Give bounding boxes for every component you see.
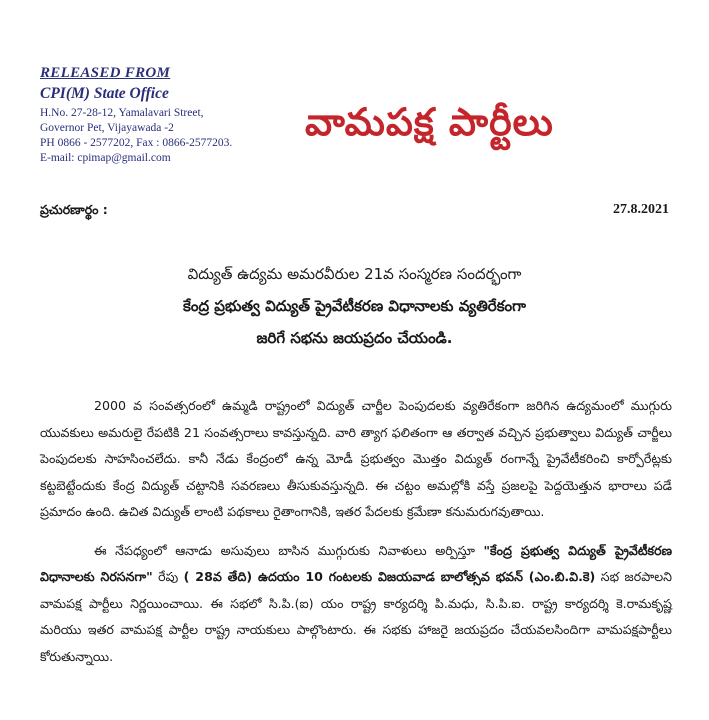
- body-text: [40, 393, 672, 670]
- for-publication-label: ప్రచురణార్థం :: [40, 202, 108, 217]
- office-name: CPI(M) State Office: [40, 85, 169, 102]
- paragraph-2-rest: సభ జరపాలని వామపక్ష పార్టీలు నిర్ణయించాయి. ఈ సభలో సి.పి.(ఐ) యం రాష్ట్ర కార్యదర్శి పి.మధు, సి.పి.ఐ. రాష్ట్ర కార్యదర్శి కె.రామకృష్ణ మరియు ఇతర వామపక్ష పార్టీల రాష్ట్ర నాయకులు పాల్గొంటారు. ఈ సభకు హాజరై జయప్రదం చేయవలసిందిగా వామపక్షపార్టీలు కోరుతున్నాయి.: [40, 569, 672, 664]
- address-line: H.No. 27-28-12, Yamalavari Street,: [40, 107, 204, 119]
- paragraph-1: 2000 వ సంవత్సరంలో ఉమ్మడి రాష్ట్రంలో విద్యుత్ చార్జీల పెంపుదలకు వ్యతిరేకంగా జరిగిన ఉద్యమంలో ముగ్గురు యువకులు అమరులై రేపటికి 21 సంవత్సరాలు కావస్తున్నది. వారి త్యాగ ఫలితంగా ఆ తర్వాత వచ్చిన ప్రభుత్వాలు విద్యుత్ చార్జీలు పెంపుదలకు సాహసించలేదు. కానీ నేడు కేంద్రంలో ఉన్న మోడీ ప్రభుత్వం మొత్తం విద్యుత్ రంగాన్నే ప్రైవేటీకరించి కార్పోరేట్లకు కట్టబెట్టేందుకు కేంద్ర విద్యుత్ చట్టానికి సవరణలు తీసుకువస్తున్నది. ఈ చట్టం అమల్లోకి వస్తే ప్రజలపై పెద్దయెత్తున భారాలు పడే ప్రమాదం ఉంది. ఉచిత విద్యుత్ లాంటి పథకాలు రైతాంగానికి, ఇతర పేదలకు క్రమేణా కనుమరుగవుతాయి.: [40, 398, 672, 519]
- paragraph-2: [40, 538, 672, 671]
- headline: [40, 258, 669, 354]
- paragraph-2-intro: ఈ నేపధ్యంలో ఆనాడు అసువులు బాసిన ముగ్గురుకు నివాళులు అర్పిస్తూ: [94, 542, 484, 558]
- headline-line-3: జరిగే సభను జయప్రదం చేయండి.: [256, 329, 453, 347]
- headline-line-1: విద్యుత్ ఉద్యమ అమరవీరుల 21వ సంస్మరణ సందర్భంగా: [187, 265, 522, 283]
- headline-line-2: కేంద్ర ప్రభుత్వ విద్యుత్ ప్రైవేటీకరణ విధానాలకు వ్యతిరేకంగా: [183, 297, 526, 315]
- event-time-venue: ( 28వ తేది) ఉదయం 10 గంటలకు విజయవాడ బాలోత్సవ భవన్ (ఎం.బి.వి.కె): [183, 569, 596, 584]
- phone-fax-line: PH 0866 - 2577202, Fax : 0866-2577203.: [40, 137, 233, 149]
- party-name-title: వామపక్ష పార్టీలు: [305, 100, 554, 144]
- release-date: 27.8.2021: [613, 202, 669, 217]
- sender-block: [40, 65, 290, 166]
- protest-title: "కేంద్ర ప్రభుత్వ విద్యుత్ ప్రైవేటీకరణ విధానాలకు నిరసనగా": [40, 542, 672, 584]
- email-line: E-mail: cpimap@gmail.com: [40, 152, 171, 164]
- paragraph-2-tomorrow: రేపు: [152, 569, 184, 584]
- released-from-label: RELEASED FROM: [40, 65, 171, 81]
- address-line: Governor Pet, Vijayawada -2: [40, 122, 174, 134]
